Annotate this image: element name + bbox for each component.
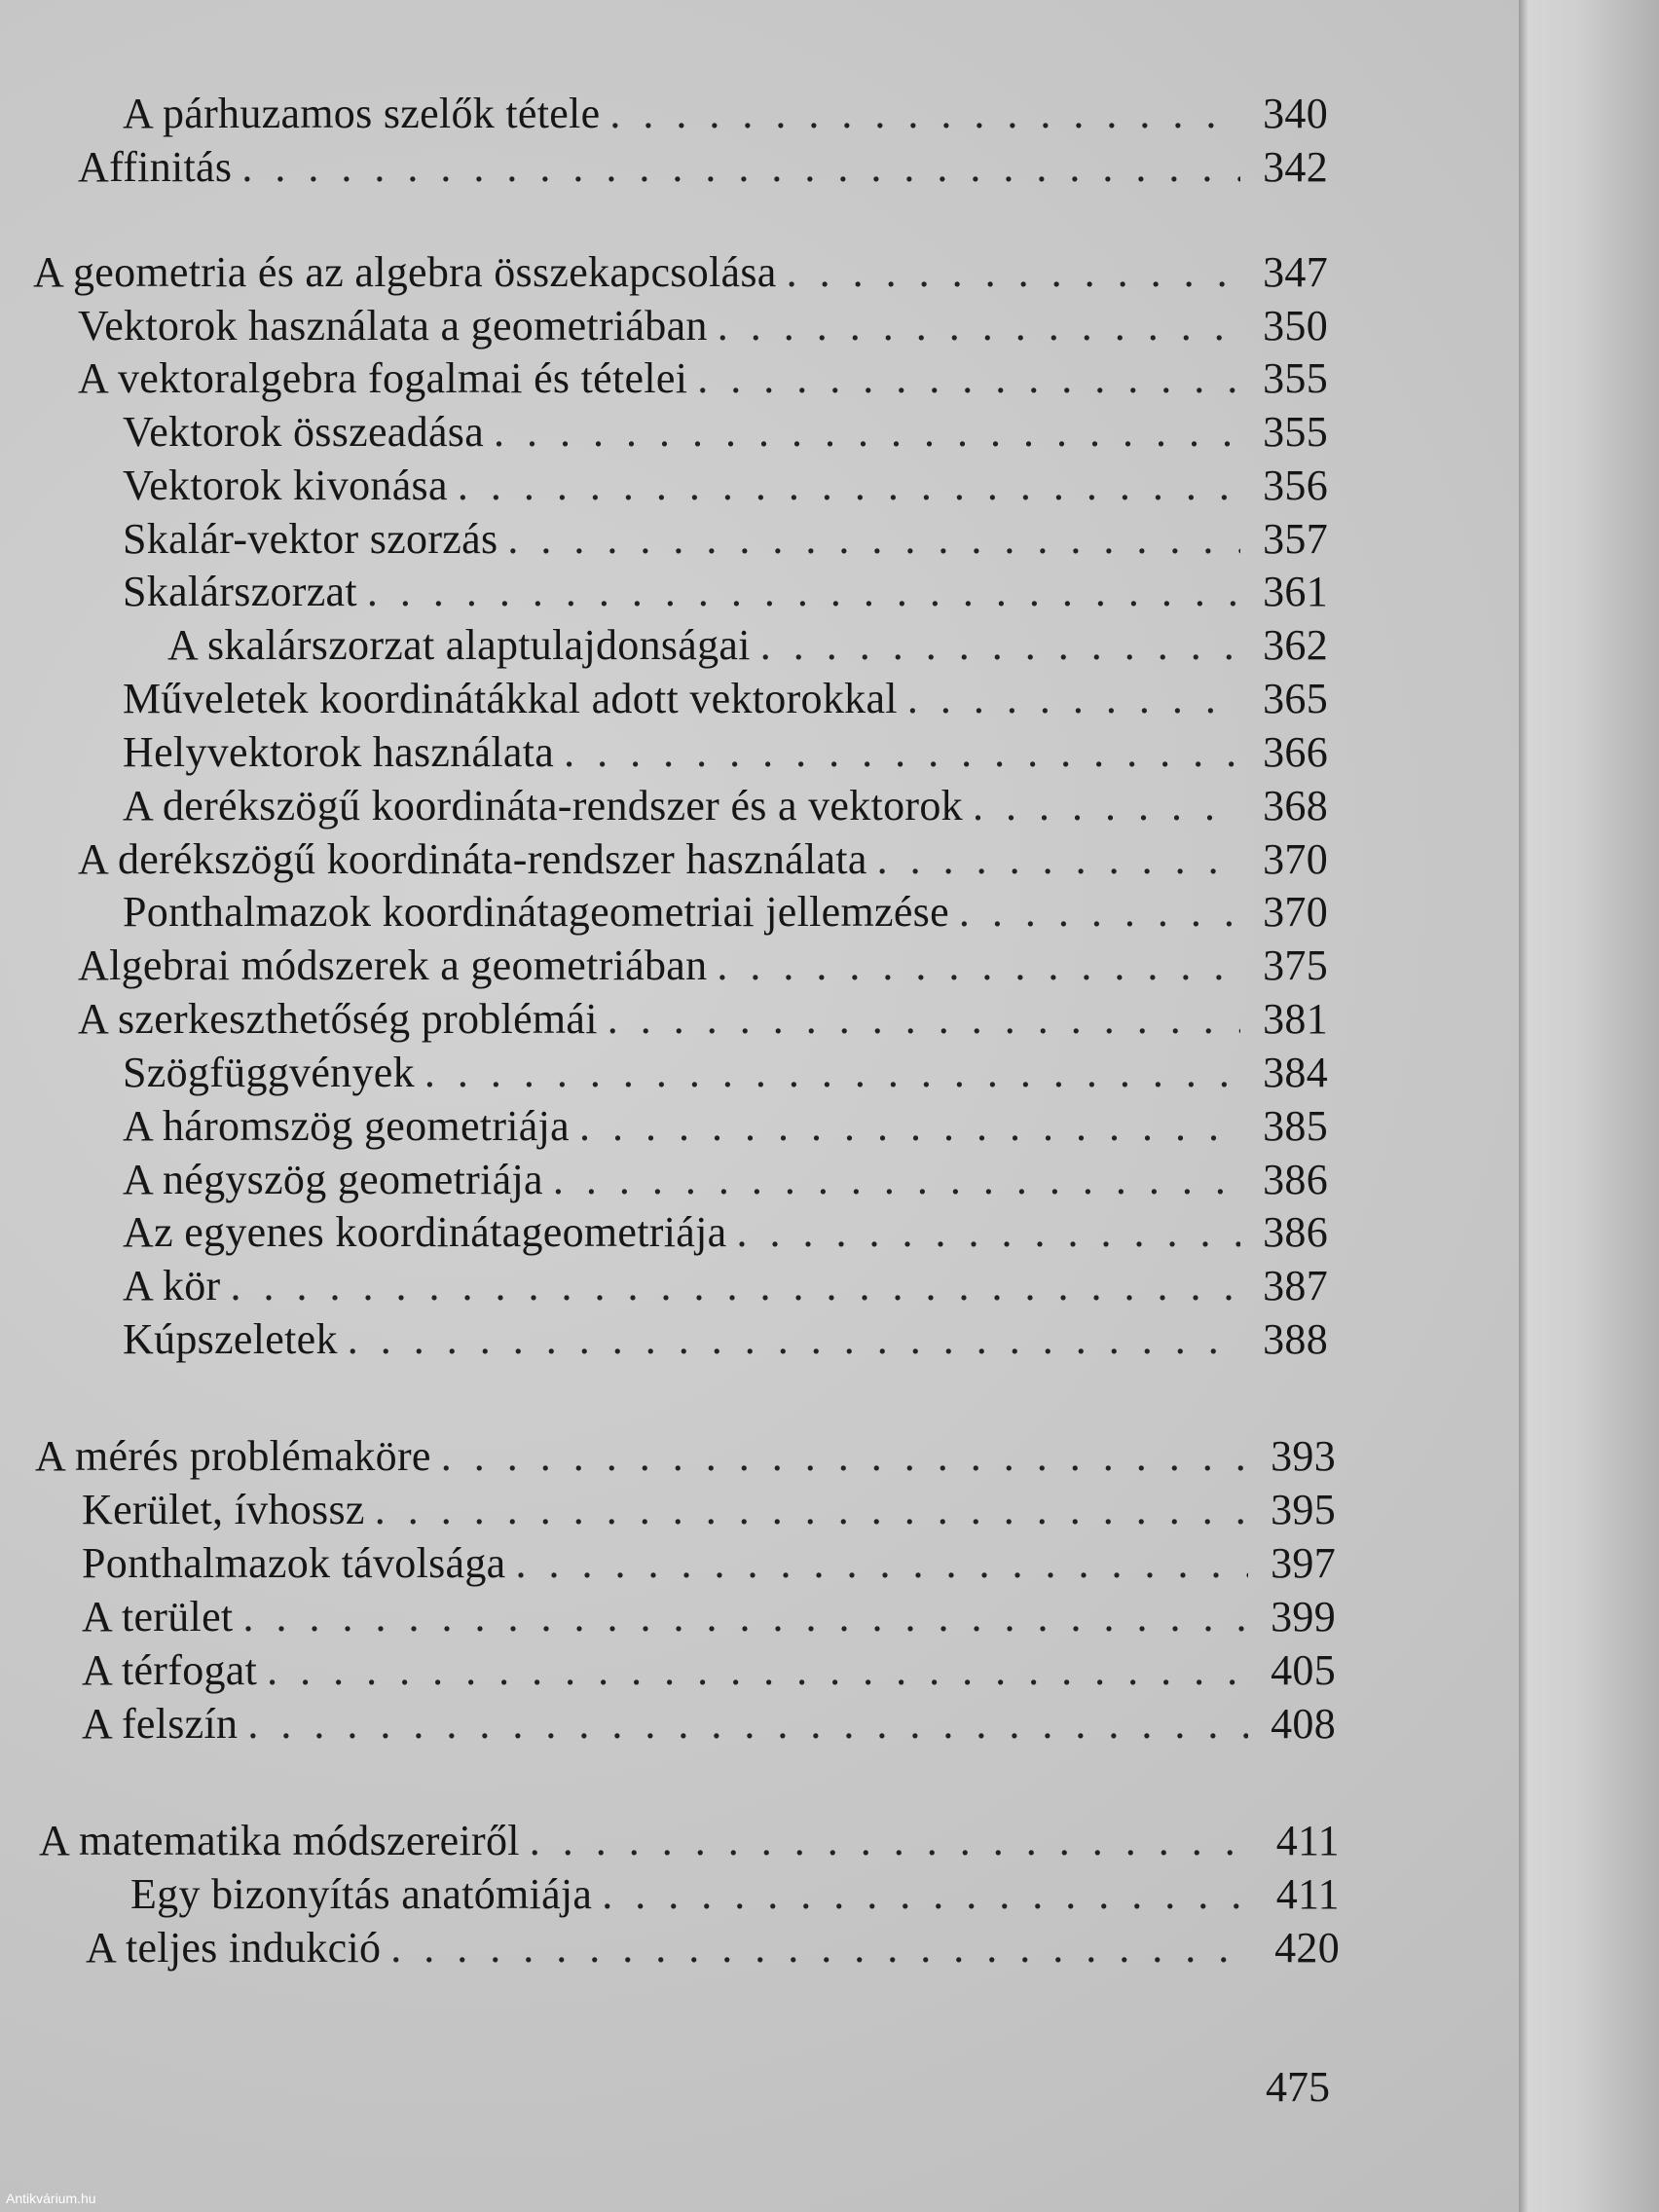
toc-entry <box>78 302 1328 350</box>
toc-dot-leader <box>959 888 1240 937</box>
toc-entry-page: 395 <box>1271 1486 1336 1533</box>
toc-entry-page: 384 <box>1263 1049 1328 1096</box>
toc-entry <box>78 354 1328 403</box>
toc-entry <box>123 1156 1328 1204</box>
toc-entry <box>82 1539 1336 1588</box>
toc-entry <box>123 1262 1328 1310</box>
toc-dot-leader <box>697 354 1240 403</box>
toc-entry-page: 408 <box>1271 1700 1336 1748</box>
toc-dot-leader <box>602 1870 1252 1919</box>
toc-entry <box>123 515 1328 564</box>
toc-entry <box>39 1817 1340 1865</box>
toc-dot-leader <box>494 408 1240 457</box>
toc-entry-page: 420 <box>1274 1924 1340 1972</box>
toc-entry-page: 370 <box>1263 888 1328 936</box>
toc-entry <box>78 143 1328 192</box>
toc-dot-leader <box>424 1049 1240 1097</box>
toc-entry-page: 347 <box>1263 248 1328 296</box>
toc-entry-page: 340 <box>1263 90 1328 137</box>
toc-entry-page: 385 <box>1263 1102 1328 1150</box>
toc-entry <box>130 1870 1340 1919</box>
toc-entry-title: A skalárszorzat alaptulajdonságai <box>167 621 751 669</box>
toc-entry-page: 411 <box>1275 1870 1340 1918</box>
toc-entry-title: Vektorok kivonása <box>123 461 448 509</box>
toc-entry-page: 342 <box>1263 143 1328 191</box>
toc-entry <box>123 568 1328 616</box>
toc-entry <box>78 835 1328 884</box>
toc-entry-page: 386 <box>1263 1208 1328 1256</box>
toc-entry-title: Skalár-vektor szorzás <box>123 515 498 563</box>
toc-entry-title: Szögfüggvények <box>123 1049 415 1096</box>
toc-dot-leader <box>231 1262 1241 1310</box>
toc-dot-leader <box>441 1432 1248 1481</box>
toc-dot-leader <box>608 995 1240 1044</box>
toc-entry-title: A térfogat <box>82 1646 258 1694</box>
toc-entry-page: 411 <box>1275 1817 1340 1864</box>
toc-dot-leader <box>564 728 1240 777</box>
toc-entry <box>123 1208 1328 1257</box>
toc-entry-title: Műveletek koordinátákkal adott vektorokkal <box>123 675 898 722</box>
toc-entry-title: A derékszögű koordináta-rendszer használata <box>78 835 867 883</box>
toc-entry <box>82 1700 1336 1749</box>
toc-dot-leader <box>242 1593 1248 1641</box>
toc-entry <box>82 1593 1336 1641</box>
toc-entry-page: 361 <box>1263 568 1328 615</box>
toc-entry-title: Skalárszorzat <box>123 568 357 615</box>
toc-entry-page: 397 <box>1271 1539 1336 1587</box>
toc-entry-title: Ponthalmazok távolsága <box>82 1539 506 1587</box>
toc-entry-title: Az egyenes koordinátageometriája <box>123 1208 727 1256</box>
toc-entry-title: A mérés problémaköre <box>35 1432 431 1480</box>
toc-dot-leader <box>907 675 1240 723</box>
toc-dot-leader <box>348 1315 1240 1364</box>
toc-entry-title: A párhuzamos szelők tétele <box>123 90 601 137</box>
toc-entry <box>123 461 1328 510</box>
toc-entry <box>123 728 1328 777</box>
toc-entry <box>35 1432 1336 1481</box>
toc-entry-page: 355 <box>1263 408 1328 456</box>
toc-dot-leader <box>390 1924 1252 1972</box>
toc-entry-page: 393 <box>1271 1432 1336 1480</box>
toc-entry <box>123 1049 1328 1097</box>
toc-entry-title: A vektoralgebra fogalmai és tételei <box>78 354 688 402</box>
toc-entry-title: A felszín <box>82 1700 239 1748</box>
toc-dot-leader <box>247 1700 1248 1749</box>
toc-entry-title: A szerkeszthetőség problémái <box>78 995 598 1043</box>
toc-entry <box>123 1102 1328 1151</box>
toc-entry <box>123 90 1328 138</box>
toc-entry <box>123 675 1328 723</box>
toc-entry-page: 386 <box>1263 1156 1328 1203</box>
toc-dot-leader <box>241 143 1240 192</box>
toc-entry <box>123 1315 1328 1364</box>
toc-entry-page: 366 <box>1263 728 1328 776</box>
toc-entry-page: 357 <box>1263 515 1328 563</box>
toc-dot-leader <box>516 1539 1249 1588</box>
toc-dot-leader <box>736 1208 1240 1257</box>
toc-dot-leader <box>973 782 1240 830</box>
toc-dot-leader <box>787 248 1240 297</box>
watermark: Antikvárium.hu <box>6 2191 96 2206</box>
toc-entry-page: 405 <box>1271 1646 1336 1694</box>
toc-entry <box>86 1924 1340 1972</box>
toc-entry-title: A teljes indukció <box>86 1924 382 1972</box>
page-number: 475 <box>1266 2063 1330 2111</box>
toc-entry-page: 399 <box>1271 1593 1336 1641</box>
toc-entry-title: A geometria és az algebra összekapcsolása <box>33 248 777 296</box>
toc-entry-page: 368 <box>1263 782 1328 830</box>
toc-entry-title: Kúpszeletek <box>123 1315 338 1363</box>
toc-entry-page: 375 <box>1263 941 1328 989</box>
toc-dot-leader <box>718 302 1240 350</box>
toc-entry <box>33 248 1328 297</box>
toc-entry <box>167 621 1328 670</box>
toc-entry-title: A négyszög geometriája <box>123 1156 543 1203</box>
toc-entry-page: 365 <box>1263 675 1328 722</box>
toc-dot-leader <box>553 1156 1240 1204</box>
toc-entry <box>82 1486 1336 1534</box>
toc-entry <box>82 1646 1336 1695</box>
toc-entry <box>78 995 1328 1044</box>
toc-entry-title: Ponthalmazok koordinátageometriai jellemzése <box>123 888 949 936</box>
toc-entry-title: Egy bizonyítás anatómiája <box>130 1870 593 1918</box>
toc-entry-page: 387 <box>1263 1262 1328 1309</box>
toc-entry-title: Affinitás <box>78 143 233 191</box>
toc-dot-leader <box>609 90 1240 138</box>
toc-dot-leader <box>458 461 1240 510</box>
toc-entry <box>123 782 1328 830</box>
toc-entry <box>123 888 1328 937</box>
toc-entry-title: Helyvektorok használata <box>123 728 555 776</box>
toc-entry-title: Vektorok összeadása <box>123 408 485 456</box>
toc-dot-leader <box>530 1817 1252 1865</box>
toc-entry-title: A háromszög geometriája <box>123 1102 570 1150</box>
toc-entry <box>78 941 1328 990</box>
toc-dot-leader <box>877 835 1240 884</box>
toc-entry-page: 355 <box>1263 354 1328 402</box>
toc-entry-title: A derékszögű koordináta-rendszer és a vektorok <box>123 782 963 830</box>
toc-dot-leader <box>717 941 1240 990</box>
toc-entry-page: 388 <box>1263 1315 1328 1363</box>
toc-entry-title: A matematika módszereiről <box>39 1817 520 1864</box>
toc-entry-title: Kerület, ívhossz <box>82 1486 365 1533</box>
toc-dot-leader <box>507 515 1240 564</box>
toc-dot-leader <box>267 1646 1248 1695</box>
toc-entry-page: 370 <box>1263 835 1328 883</box>
toc-entry <box>123 408 1328 457</box>
toc-dot-leader <box>760 621 1240 670</box>
toc-entry-page: 356 <box>1263 461 1328 509</box>
toc-entry-title: A kör <box>123 1262 221 1309</box>
page-edge <box>1519 0 1659 2212</box>
toc-entry-title: A terület <box>82 1593 234 1641</box>
toc-dot-leader <box>579 1102 1240 1151</box>
toc-dot-leader <box>367 568 1240 616</box>
toc-dot-leader <box>375 1486 1248 1534</box>
toc-entry-title: Algebrai módszerek a geometriában <box>78 941 708 989</box>
toc-entry-page: 350 <box>1263 302 1328 350</box>
toc-entry-page: 381 <box>1263 995 1328 1043</box>
toc-entry-title: Vektorok használata a geometriában <box>78 302 708 350</box>
toc-entry-page: 362 <box>1263 621 1328 669</box>
